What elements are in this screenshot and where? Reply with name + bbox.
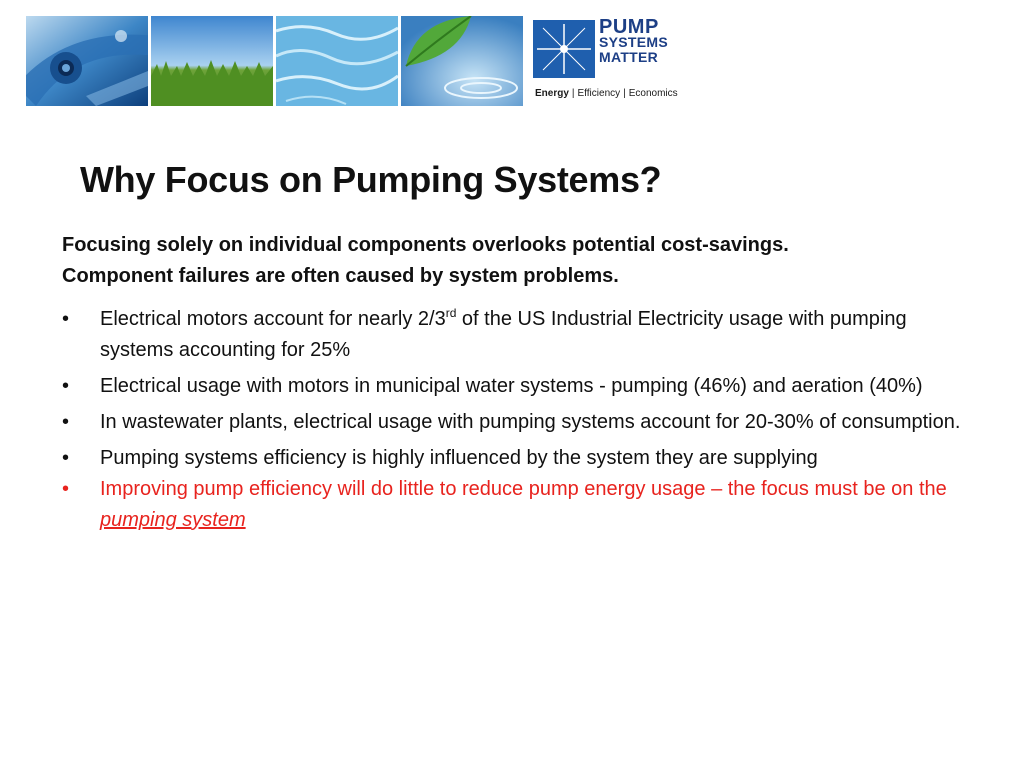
bullet-item: [62, 407, 962, 438]
intro-line-1: Focusing solely on individual components overlooks potential cost-savings.: [62, 234, 789, 256]
tagline-economics: Economics: [628, 88, 678, 99]
bullet-text: Pumping systems efficiency is highly influenced by the system they are supplying: [100, 447, 818, 469]
bullet-icon: •: [62, 411, 70, 433]
leaf-water-drop-photo: [401, 16, 523, 106]
emphasized-pumping-system: pumping system: [100, 509, 246, 531]
bullet-icon: •: [62, 375, 70, 397]
bullet-item: [62, 443, 962, 474]
bullet-item: [62, 304, 962, 366]
ordinal-suffix: rd: [445, 306, 457, 320]
slide-title: Why Focus on Pumping Systems?: [80, 159, 662, 200]
bullet-icon: •: [62, 478, 70, 500]
bullet-item-highlighted: [62, 474, 962, 536]
bullet-text: Electrical motors account for nearly 2/3: [100, 308, 446, 330]
bullet-text: In wastewater plants, electrical usage with pumping systems account for 20-30% of consumption.: [100, 411, 961, 433]
logo-tagline: [535, 88, 678, 99]
tagline-separator: |: [571, 88, 575, 99]
bullet-icon: •: [62, 447, 70, 469]
bullet-item: [62, 371, 962, 402]
bullet-text: Electrical usage with motors in municipal water systems - pumping (46%) and aeration (40%): [100, 375, 923, 397]
bullet-text: Improving pump efficiency will do little to reduce pump energy usage – the focus must be on the: [100, 478, 947, 500]
logo-word-systems: SYSTEMS: [599, 34, 669, 50]
tagline-separator: |: [623, 88, 626, 99]
grass-field-photo: [151, 16, 273, 106]
logo-wordmark: [599, 16, 669, 65]
bullet-list: [62, 304, 962, 541]
pump-systems-matter-logo: [523, 16, 705, 106]
water-surface-photo: [276, 16, 398, 106]
logo-word-matter: MATTER: [599, 49, 659, 65]
bullet-icon: •: [62, 308, 70, 330]
intro-paragraph: [62, 230, 962, 292]
logo-word-pump: PUMP: [599, 16, 659, 38]
tagline-energy: Energy: [535, 88, 569, 99]
intro-line-2: Component failures are often caused by system problems.: [62, 265, 619, 287]
pump-machinery-photo: [26, 16, 148, 106]
tagline-efficiency: Efficiency: [577, 88, 621, 99]
pump-star-logo-icon: [533, 20, 595, 78]
header-banner: [26, 16, 706, 106]
bullet-text-cont: of the US Industrial Electricity usage with pumping systems accounting for 25%: [100, 308, 907, 361]
